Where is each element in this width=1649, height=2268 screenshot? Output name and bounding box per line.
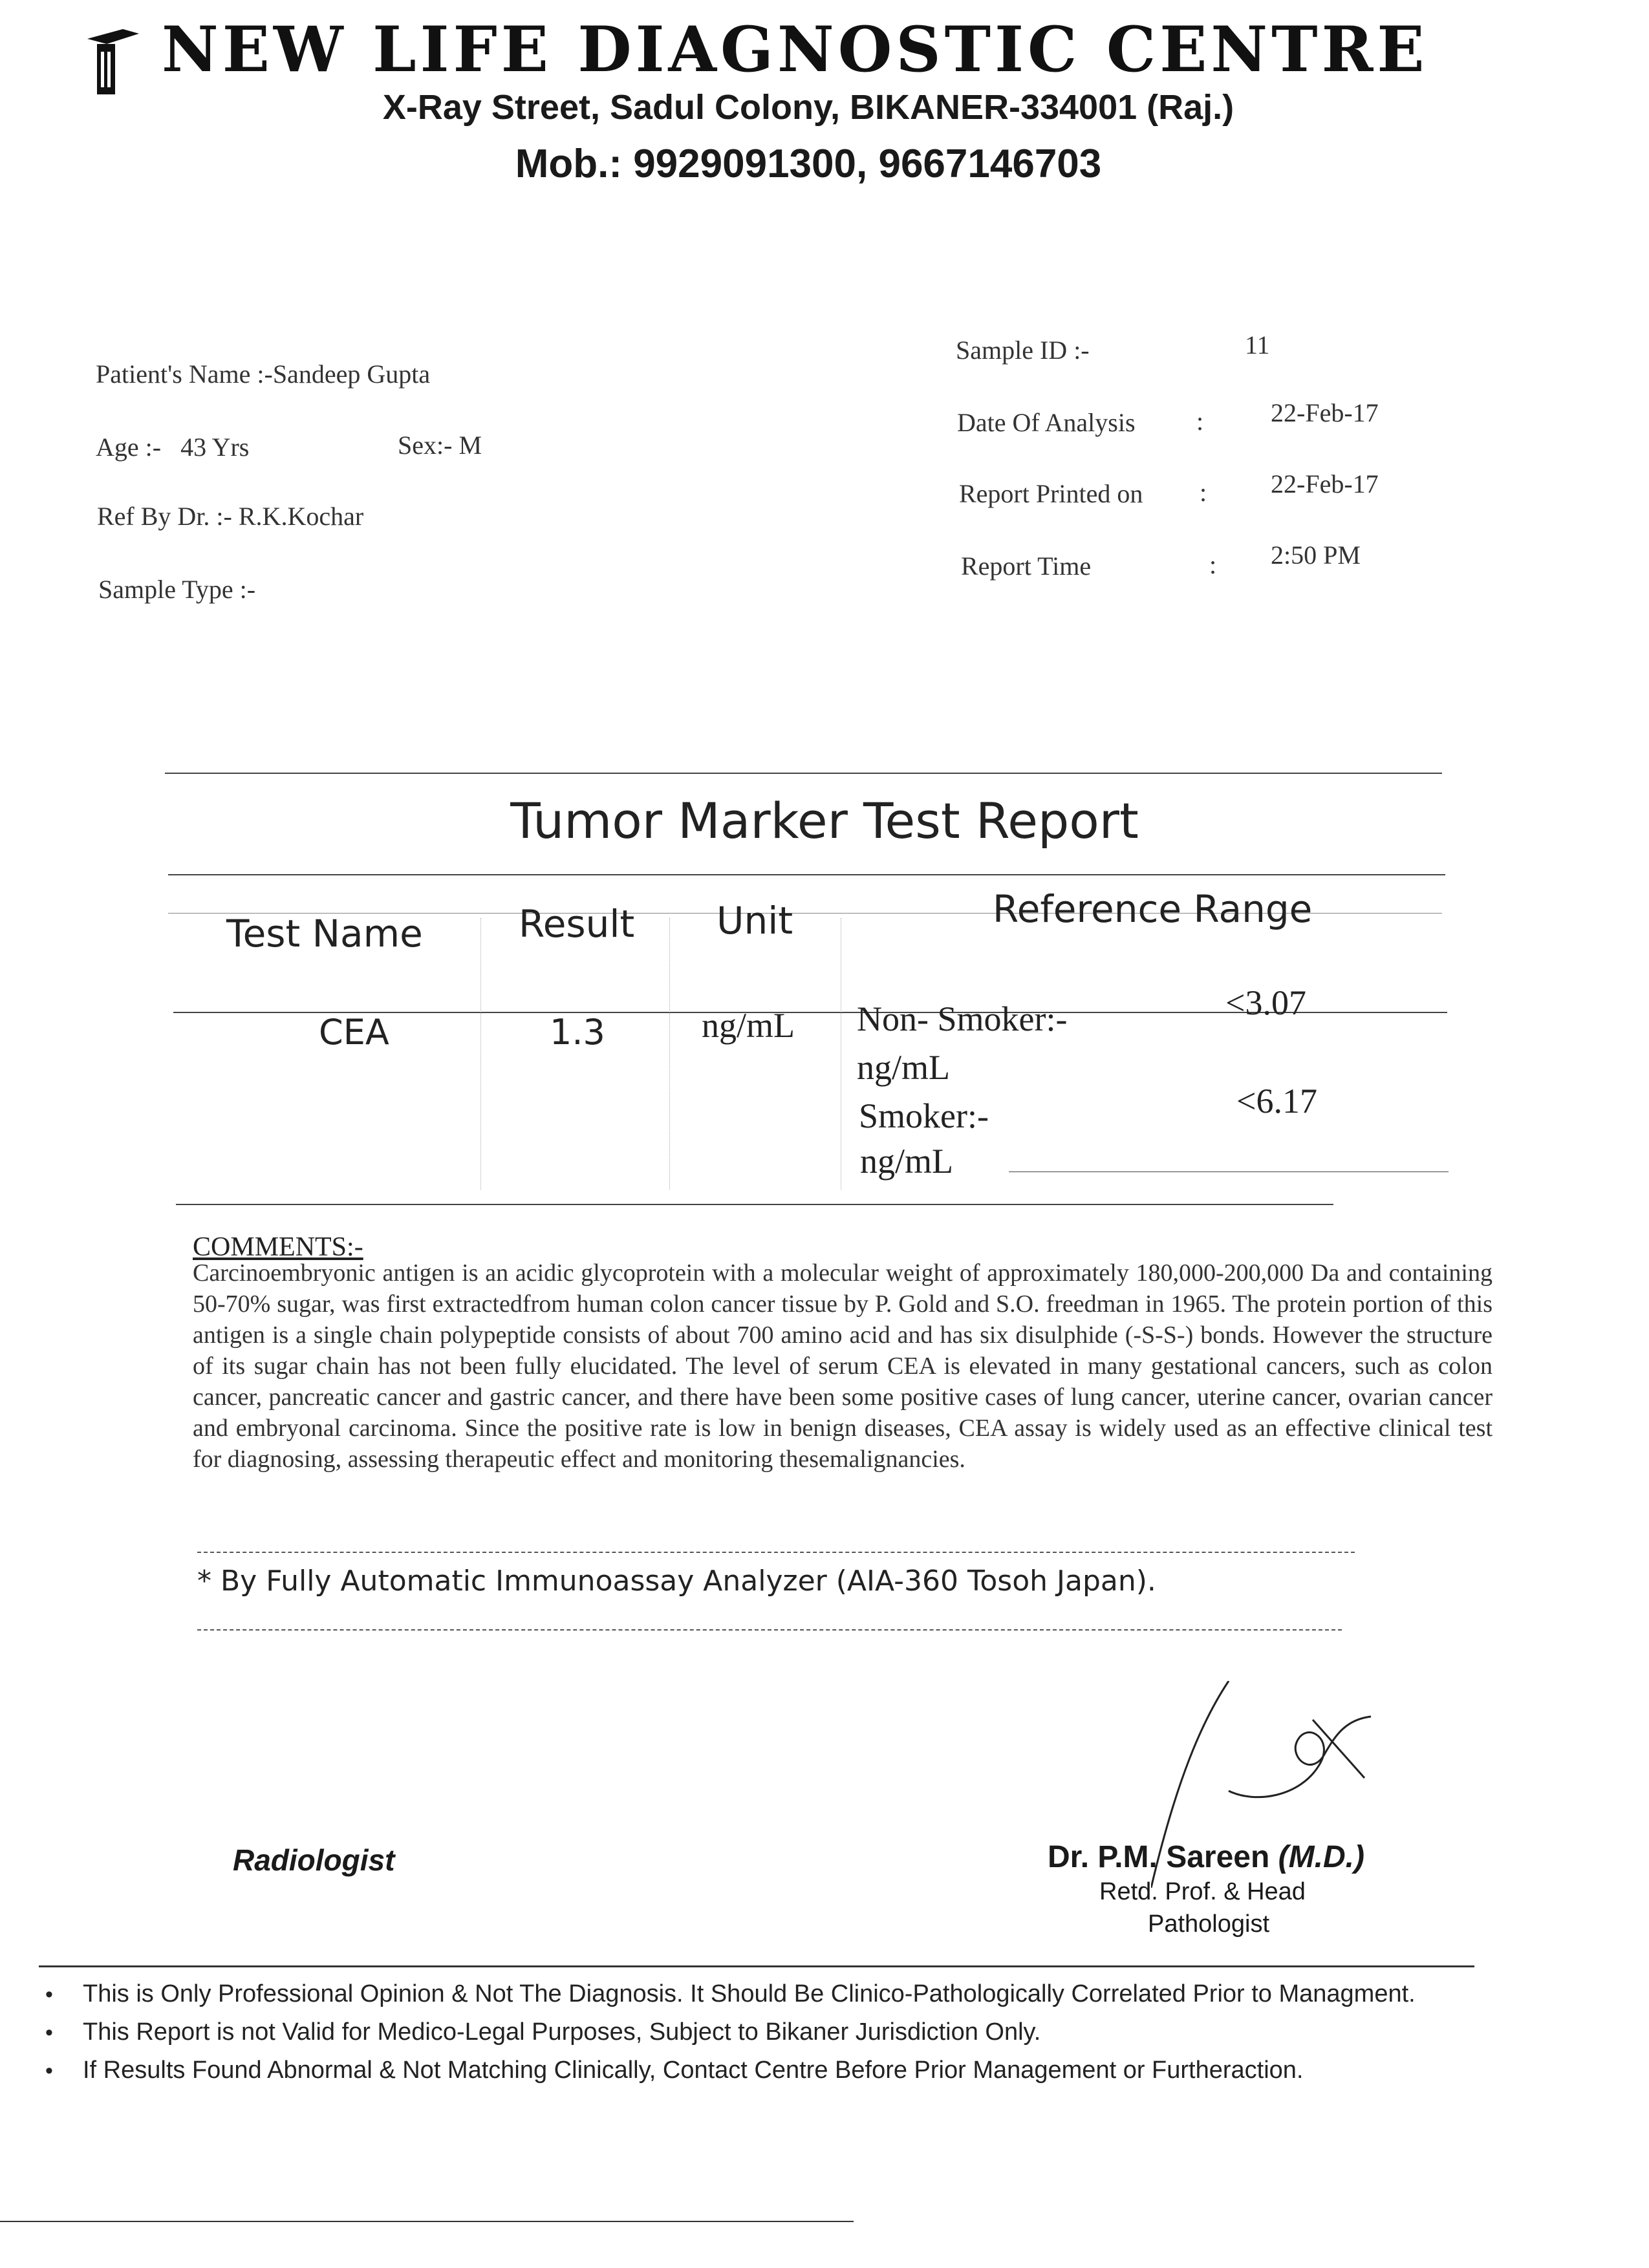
column-divider bbox=[669, 918, 670, 1190]
ref-doctor-row bbox=[97, 501, 363, 531]
analysis-colon: : bbox=[1196, 407, 1204, 436]
ref-doctor: R.K.Kochar bbox=[238, 502, 364, 531]
analysis-date: 22-Feb-17 bbox=[1271, 398, 1379, 427]
column-divider bbox=[480, 918, 481, 1190]
analysis-date-label: Date Of Analysis bbox=[957, 408, 1136, 437]
ref-smoker-value: <6.17 bbox=[1236, 1082, 1317, 1120]
footer-note: • This is Only Professional Opinion & Not The Diagnosis. It Should Be Clinico-Pathologically Correlated Prior to Managment. bbox=[45, 1975, 1533, 2013]
comments-text: Carcinoembryonic antigen is an acidic glycoprotein with a molecular weight of approximately 180,000-200,000 Da and containing 50-70% sugar, was first extractedfrom human colon cancer tissue by P. Gold and S.O. freedman in 1965. The protein portion of this antigen is a single chain polypeptide consists of about 700 amino acid and has six disulphide (-S-S-) bonds. However the structure of its sugar chain has not been fully elucidated. The level of serum CEA is elevated in many gestational cancers, such as colon cancer, pancreatic cancer and gastric cancer, and there have been some positive cases of lung cancer, uterine cancer, ovarian cancer and embryonal carcinoma. Since the positive rate is low in benign diseases, CEA assay is widely used as an effective clinical test for diagnosing, assessing therapeutic effect and monitoring thesemalignancies. bbox=[193, 1259, 1493, 1473]
patient-name: Sandeep Gupta bbox=[272, 359, 431, 389]
report-time-colon: : bbox=[1209, 550, 1217, 579]
doctor-role: Pathologist bbox=[1148, 1910, 1270, 1938]
dashed-divider bbox=[197, 1629, 1342, 1631]
result-value: 1.3 bbox=[550, 1012, 605, 1053]
report-time: 2:50 PM bbox=[1271, 540, 1361, 570]
footer-note: • This Report is not Valid for Medico-Legal Purposes, Subject to Bikaner Jurisdiction Only. bbox=[45, 2013, 1533, 2051]
column-header-reference-range: Reference Range bbox=[993, 887, 1313, 931]
centre-logo-icon bbox=[84, 26, 142, 97]
sample-id-label: Sample ID :- bbox=[956, 336, 1090, 365]
ref-doctor-label: Ref By Dr. :- bbox=[97, 502, 232, 531]
ref-nonsmoker-label: Non- Smoker:- bbox=[857, 1000, 1068, 1038]
column-header-unit: Unit bbox=[717, 899, 793, 943]
patient-sex-row bbox=[398, 430, 482, 460]
ref-smoker-label: Smoker:- bbox=[859, 1097, 989, 1135]
report-time-label: Report Time bbox=[961, 551, 1092, 581]
comments-heading: COMMENTS:- bbox=[193, 1232, 363, 1262]
doctor-qualification: (M.D.) bbox=[1278, 1840, 1364, 1874]
doctor-name: Dr. P.M. Sareen bbox=[1048, 1840, 1270, 1874]
dashed-divider bbox=[197, 1552, 1355, 1553]
patient-name-label: Patient's Name :- bbox=[96, 359, 273, 389]
report-title: Tumor Marker Test Report bbox=[510, 792, 1139, 850]
centre-address: X-Ray Street, Sadul Colony, BIKANER-334001 (Raj.) bbox=[382, 88, 1234, 127]
analyzer-note: * By Fully Automatic Immunoassay Analyzer (AIA-360 Tosoh Japan). bbox=[197, 1565, 1156, 1598]
ref-nonsmoker-value: <3.07 bbox=[1225, 983, 1306, 1022]
result-unit: ng/mL bbox=[702, 1006, 795, 1045]
patient-age-label: Age :- bbox=[96, 433, 162, 462]
sample-id: 11 bbox=[1245, 330, 1270, 359]
printed-date-label: Report Printed on bbox=[959, 479, 1143, 508]
patient-sex-label: Sex:- bbox=[398, 431, 453, 460]
patient-age-row bbox=[96, 432, 249, 462]
doctor-title: Retd. Prof. & Head bbox=[1099, 1878, 1306, 1905]
centre-name: NEW LIFE DIAGNOSTIC CENTRE bbox=[162, 13, 1428, 84]
radiologist-label: Radiologist bbox=[233, 1843, 395, 1877]
doctor-name-row bbox=[1048, 1839, 1364, 1875]
footer-notes bbox=[45, 1975, 1533, 2090]
footer-note: • If Results Found Abnormal & Not Matching Clinically, Contact Centre Before Prior Management or Furtheraction. bbox=[45, 2051, 1533, 2090]
centre-mobile: Mob.: 9929091300, 9667146703 bbox=[515, 142, 1102, 186]
ref-smoker-unit: ng/mL bbox=[860, 1142, 953, 1181]
column-header-test-name: Test Name bbox=[226, 912, 423, 956]
table-row-divider bbox=[1009, 1171, 1449, 1172]
printed-date: 22-Feb-17 bbox=[1271, 469, 1379, 498]
test-name-cea: CEA bbox=[319, 1012, 389, 1053]
footer-divider bbox=[39, 1965, 1474, 1967]
page-bottom-line bbox=[0, 2221, 854, 2222]
ref-nonsmoker-unit: ng/mL bbox=[857, 1048, 950, 1087]
printed-colon: : bbox=[1200, 478, 1207, 507]
table-bottom-border bbox=[176, 1204, 1333, 1205]
patient-sex: M bbox=[458, 431, 482, 460]
patient-age: 43 Yrs bbox=[180, 433, 250, 462]
sample-type-row bbox=[98, 574, 262, 604]
patient-name-row bbox=[96, 359, 430, 389]
sample-type-label: Sample Type :- bbox=[98, 575, 256, 604]
column-header-result: Result bbox=[519, 902, 635, 946]
table-top-border bbox=[165, 773, 1442, 774]
table-title-divider bbox=[168, 874, 1445, 875]
